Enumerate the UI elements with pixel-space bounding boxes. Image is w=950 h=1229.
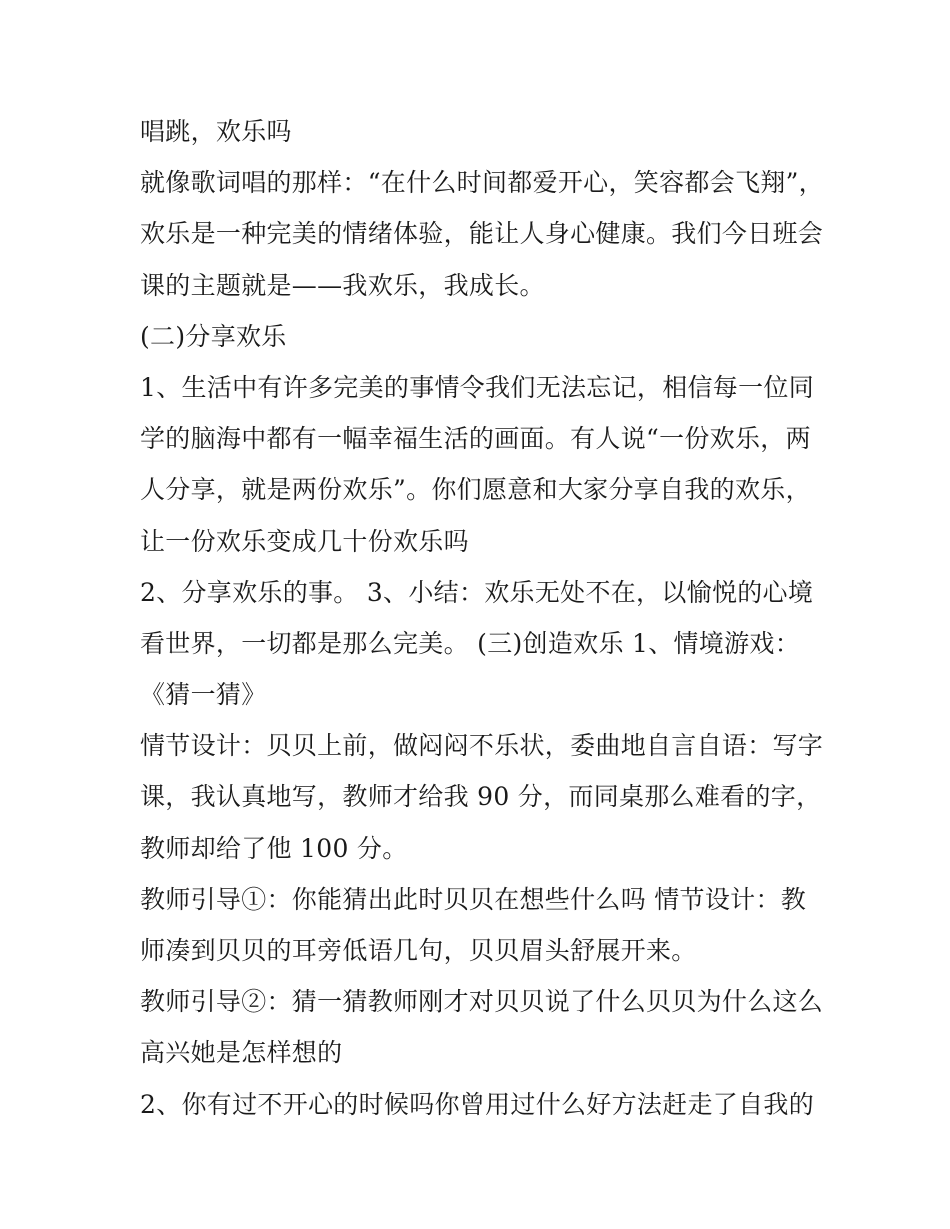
document-body	[140, 106, 824, 1130]
text-line: 看世界，一切都是那么完美。 (三)创造欢乐 1、情境游戏：	[140, 628, 801, 658]
text-line: 人分享，就是两份欢乐”。你们愿意和大家分享自我的欢乐，	[140, 475, 811, 505]
text-line: 欢乐是一种完美的情绪体验，能让人身心健康。我们今日班会	[140, 219, 824, 249]
text-line: 教师却给了他 100 分。	[140, 833, 408, 863]
text-line: 课，我认真地写，教师才给我 90 分，而同桌那么难看的字，	[140, 782, 822, 812]
section-heading: (二)分享欢乐	[140, 321, 287, 351]
text-line: 唱跳，欢乐吗	[140, 117, 292, 146]
text-line: 2、分享欢乐的事。 3、小结：欢乐无处不在，以愉悦的心境	[140, 577, 814, 607]
text-line: 2、你有过不开心的时候吗你曾用过什么好方法赶走了自我的	[140, 1089, 815, 1119]
text-line: 让一份欢乐变成几十份欢乐吗	[140, 526, 469, 556]
text-line: 《猜一猜》	[140, 680, 267, 710]
text-line: 课的主题就是——我欢乐，我成长。	[140, 270, 545, 300]
text-line: 师凑到贝贝的耳旁低语几句，贝贝眉头舒展开来。	[140, 936, 697, 965]
text-line: 教师引导①：你能猜出此时贝贝在想些什么吗 情节设计：教	[140, 884, 807, 914]
text-line: 就像歌词唱的那样：“在什么时间都爱开心，笑容都会飞翔”，	[140, 168, 824, 198]
text-line: 教师引导②：猜一猜教师刚才对贝贝说了什么贝贝为什么这么	[140, 987, 824, 1017]
text-line: 高兴她是怎样想的	[140, 1038, 343, 1068]
text-line: 情节设计：贝贝上前，做闷闷不乐状，委曲地自言自语：写字	[140, 731, 824, 761]
text-line: 1、生活中有许多完美的事情令我们无法忘记，相信每一位同	[140, 372, 815, 402]
text-line: 学的脑海中都有一幅幸福生活的画面。有人说“一份欢乐，两	[140, 424, 811, 454]
